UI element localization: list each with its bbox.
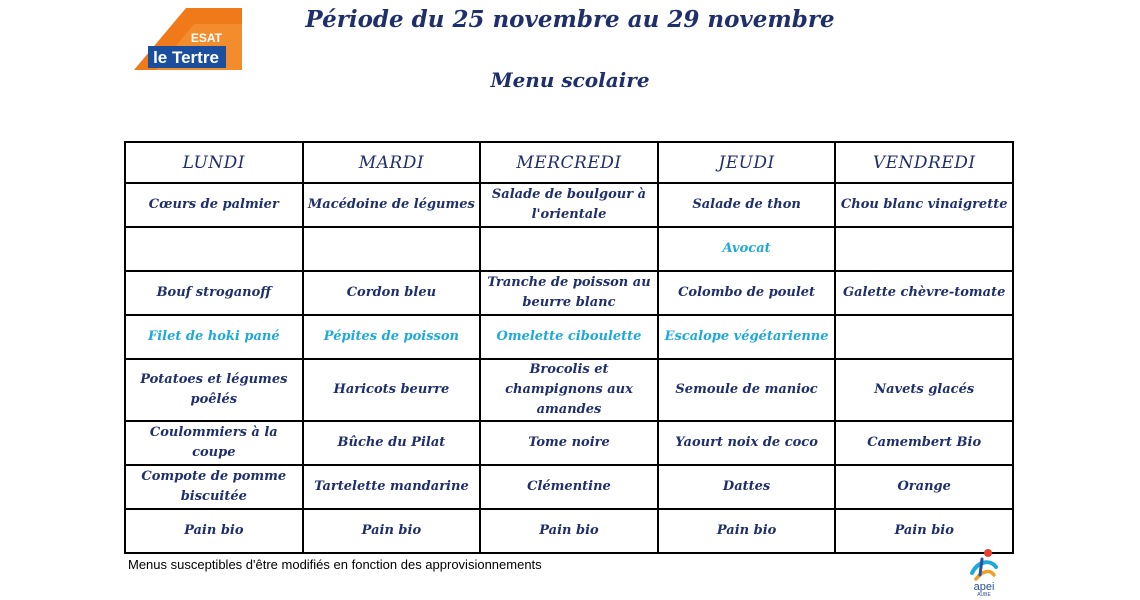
table-row [125, 421, 1013, 465]
menu-cell: Colombo de poulet [658, 271, 836, 315]
menu-cell: Coulommiers à la coupe [125, 421, 303, 465]
apei-logo [962, 545, 1006, 597]
table-row [125, 227, 1013, 271]
table-row [125, 271, 1013, 315]
menu-cell: Dattes [658, 465, 836, 509]
menu-cell: Salade de boulgour à l'orientale [480, 183, 658, 227]
menu-cell: Cœurs de palmier [125, 183, 303, 227]
menu-cell: Haricots beurre [303, 359, 481, 421]
alt-menu-cell [835, 227, 1013, 271]
menu-cell: Semoule de manioc [658, 359, 836, 421]
menu-cell: Compote de pomme biscuitée [125, 465, 303, 509]
table-row [125, 315, 1013, 359]
apei-logo-sub: AUBE [977, 592, 991, 597]
menu-cell: Galette chèvre-tomate [835, 271, 1013, 315]
menu-cell: Tranche de poisson au beurre blanc [480, 271, 658, 315]
weekly-menu-table [124, 141, 1014, 554]
alt-menu-cell: Pépites de poisson [303, 315, 481, 359]
menu-cell: Cordon bleu [303, 271, 481, 315]
day-header-lundi: LUNDI [125, 142, 303, 183]
alt-menu-cell: Omelette ciboulette [480, 315, 658, 359]
menu-title: Menu scolaire [490, 68, 650, 92]
menu-cell: Pain bio [835, 509, 1013, 553]
menu-cell: Potatoes et légumes poêlés [125, 359, 303, 421]
menu-cell: Pain bio [658, 509, 836, 553]
menu-cell: Brocolis et champignons aux amandes [480, 359, 658, 421]
menu-cell: Tartelette mandarine [303, 465, 481, 509]
menu-cell: Clémentine [480, 465, 658, 509]
alt-menu-cell [125, 227, 303, 271]
menu-cell: Navets glacés [835, 359, 1013, 421]
menu-cell: Pain bio [303, 509, 481, 553]
day-header-mercredi: MERCREDI [480, 142, 658, 183]
logo-line2: le Tertre [153, 48, 219, 67]
alt-menu-cell: Filet de hoki pané [125, 315, 303, 359]
footnote: Menus susceptibles d'être modifiés en fonction des approvisionnements [128, 557, 542, 572]
menu-cell: Pain bio [480, 509, 658, 553]
table-row [125, 465, 1013, 509]
apei-logo-name: apei [973, 581, 995, 593]
menu-cell: Camembert Bio [835, 421, 1013, 465]
menu-cell: Bûche du Pilat [303, 421, 481, 465]
alt-menu-cell [835, 315, 1013, 359]
menu-cell: Yaourt noix de coco [658, 421, 836, 465]
table-row [125, 183, 1013, 227]
menu-cell: Macédoine de légumes [303, 183, 481, 227]
alt-menu-cell: Avocat [658, 227, 836, 271]
menu-cell: Orange [835, 465, 1013, 509]
day-header-vendredi: VENDREDI [835, 142, 1013, 183]
alt-menu-cell: Escalope végétarienne [658, 315, 836, 359]
menu-cell: Chou blanc vinaigrette [835, 183, 1013, 227]
menu-cell: Pain bio [125, 509, 303, 553]
logo-line1: ESAT [190, 31, 222, 45]
table-row [125, 359, 1013, 421]
alt-menu-cell [303, 227, 481, 271]
alt-menu-cell [480, 227, 658, 271]
day-header-row [125, 142, 1013, 183]
day-header-mardi: MARDI [303, 142, 481, 183]
period-title: Période du 25 novembre au 29 novembre [305, 6, 835, 33]
day-header-jeudi: JEUDI [658, 142, 836, 183]
menu-cell: Tome noire [480, 421, 658, 465]
menu-cell: Bouf stroganoff [125, 271, 303, 315]
menu-cell: Salade de thon [658, 183, 836, 227]
table-row [125, 509, 1013, 553]
